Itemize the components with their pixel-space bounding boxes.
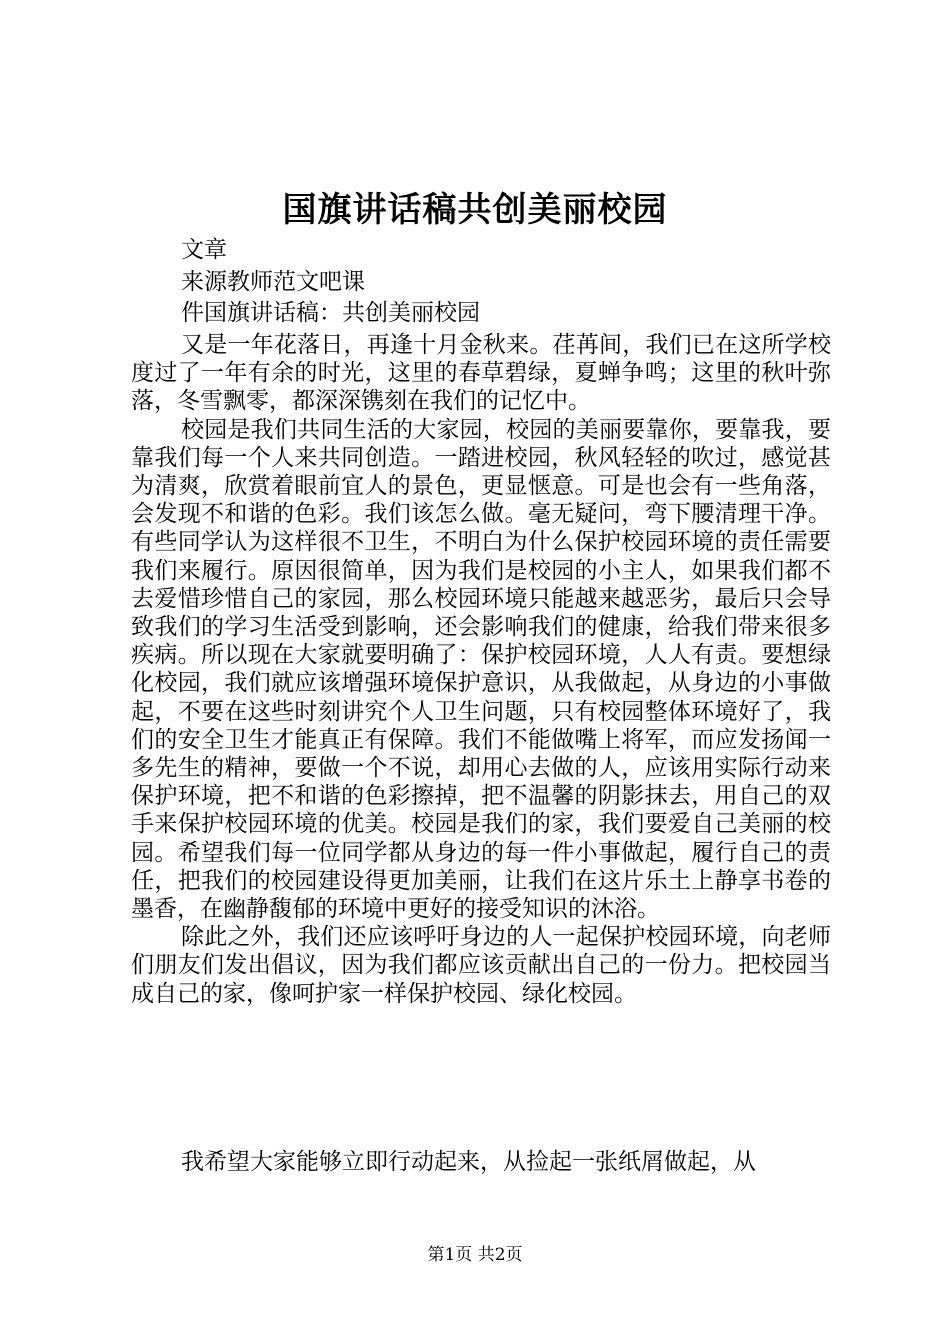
document-body [131,331,831,1008]
meta-line-3: 件国旗讲话稿：共创美丽校园 [181,300,480,326]
page-footer: 第1页 共2页 [427,1245,523,1265]
document-title: 国旗讲话稿共创美丽校园 [282,190,668,230]
meta-line-1: 文章 [181,237,227,263]
paragraph-3: 除此之外，我们还应该呼吁身边的人一起保护校园环境，向老师们朋友们发出倡议，因为我们都应该贡献出自己的一份力。把校园当成自己的家，像呵护家一样保护校园、绿化校园。 [131,924,831,1007]
paragraph-1: 又是一年花落日，再逢十月金秋来。荏苒间，我们已在这所学校度过了一年有余的时光，这里的春草碧绿，夏蝉争鸣；这里的秋叶弥落，冬雪飘零，都深深镌刻在我们的记忆中。 [131,332,831,415]
paragraph-2: 校园是我们共同生活的大家园，校园的美丽要靠你，要靠我，要靠我们每一个人来共同创造。一踏进校园，秋风轻轻的吹过，感觉甚为清爽，欣赏着眼前宜人的景色，更显惬意。可是也会有一些角落，会发现不和谐的色彩。我们该怎么做。毫无疑问，弯下腰清理干净。有些同学认为这样很不卫生，不明白为什么保护校园环境的责任需要我们来履行。原因很简单，因为我们是校园的小主人，如果我们都不去爱惜珍惜自己的家园，那么校园环境只能越来越恶劣，最后只会导致我们的学习生活受到影响，还会影响我们的健康，给我们带来很多疾病。所以现在大家就要明确了：保护校园环境，人人有责。要想绿化校园，我们就应该增强环境保护意识，从我做起，从身边的小事做起，不要在这些时刻讲究个人卫生问题，只有校园整体环境好了，我们的安全卫生才能真正有保障。我们不能做嘴上将军，而应发扬闻一多先生的精神，要做一个不说，却用心去做的人，应该用实际行动来保护环境，把不和谐的色彩擦掉，把不温馨的阴影抹去，用自己的双手来保护校园环境的优美。校园是我们的家，我们要爱自己美丽的校园。希望我们每一位同学都从身边的每一件小事做起，履行自己的责任，把我们的校园建设得更加美丽，让我们在这片乐土上静享书卷的墨香，在幽静馥郁的环境中更好的接受知识的沐浴。 [131,416,831,923]
paragraph-4: 我希望大家能够立即行动起来，从捡起一张纸屑做起，从 [181,1149,756,1175]
meta-line-2: 来源教师范文吧课 [181,269,365,295]
